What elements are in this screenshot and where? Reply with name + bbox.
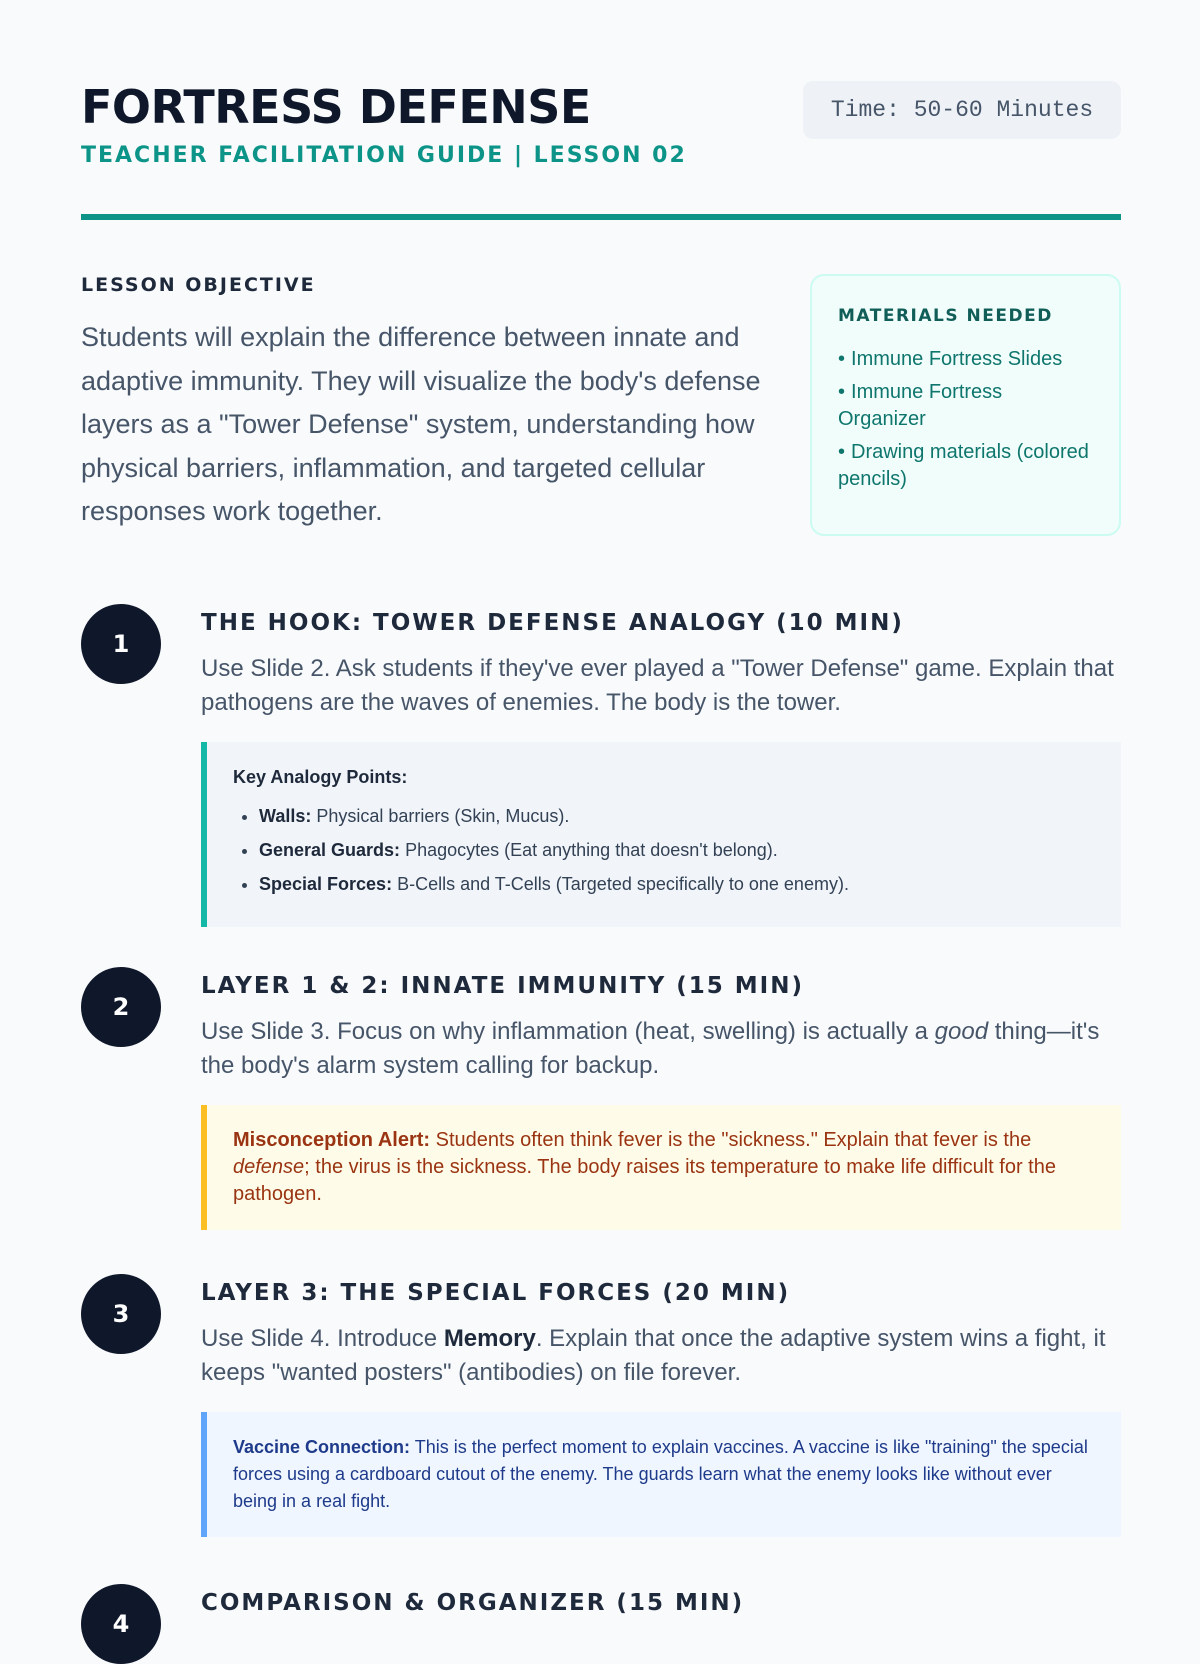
step-body: [201, 608, 1121, 927]
step-title: COMPARISON & ORGANIZER (15 MIN): [201, 1590, 745, 1616]
step-title: LAYER 1 & 2: INNATE IMMUNITY (15 MIN): [201, 973, 804, 999]
step-body: [201, 1278, 1121, 1537]
step-number-badge: 2: [81, 967, 161, 1047]
callout-lead: Misconception Alert:: [233, 1129, 431, 1151]
materials-list: [838, 346, 1093, 493]
analogy-item: • General Guards: Phagocytes (Eat anything that doesn't belong).: [259, 837, 1095, 864]
step-body: [201, 971, 1121, 1230]
time-badge: Time: 50-60 Minutes: [803, 81, 1121, 139]
step-number-badge: 4: [81, 1584, 161, 1664]
step-title: THE HOOK: TOWER DEFENSE ANALOGY (10 MIN): [201, 610, 904, 636]
page-title: FORTRESS DEFENSE: [81, 80, 591, 134]
materials-item: • Immune Fortress Organizer: [838, 381, 1003, 430]
analogy-list: [233, 803, 1095, 898]
analogy-callout: [201, 742, 1121, 927]
analogy-item: • Special Forces: B-Cells and T-Cells (Targeted specifically to one enemy).: [259, 871, 1095, 898]
materials-heading: MATERIALS NEEDED: [838, 306, 1053, 326]
materials-item: • Drawing materials (colored pencils): [838, 441, 1089, 490]
callout-lead: Vaccine Connection:: [233, 1437, 411, 1457]
step-text: Use Slide 2. Ask students if they've ever played a "Tower Defense" game. Explain that pathogens are the waves of enemies. The body is the tower.: [201, 655, 1114, 716]
page-header: [81, 0, 1121, 222]
step-text: Use Slide 3. Focus on why inflammation (heat, swelling) is actually a good thing—it's the body's alarm system calling for backup.: [201, 1018, 1100, 1079]
step-number-badge: 1: [81, 604, 161, 684]
materials-item: • Immune Fortress Slides: [838, 348, 1063, 370]
objective-text: Students will explain the difference between innate and adaptive immunity. They will visualize the body's defense layers as a "Tower Defense" system, understanding how physical barriers, inflammation, and targeted cellular responses work together.: [81, 322, 761, 526]
step-body: [201, 1588, 1121, 1618]
callout-title: Key Analogy Points:: [233, 767, 408, 787]
step-number-badge: 3: [81, 1274, 161, 1354]
step-title: LAYER 3: THE SPECIAL FORCES (20 MIN): [201, 1280, 791, 1306]
objective-heading: LESSON OBJECTIVE: [81, 274, 316, 296]
misconception-callout: Misconception Alert: Students often think fever is the "sickness." Explain that fever is the defense; the virus is the sickness. The body raises its temperature to make life difficult for the pathogen.: [201, 1105, 1121, 1230]
header-divider: [81, 214, 1121, 220]
analogy-item: • Walls: Physical barriers (Skin, Mucus).: [259, 803, 1095, 830]
lesson-guide-page: [81, 0, 1121, 1638]
vaccine-callout: Vaccine Connection: This is the perfect moment to explain vaccines. A vaccine is like "training" the special forces using a cardboard cutout of the enemy. The guards learn what the enemy looks like without ever being in a real fight.: [201, 1412, 1121, 1537]
page-subtitle: TEACHER FACILITATION GUIDE | LESSON 02: [81, 143, 687, 168]
step-text: Use Slide 4. Introduce Memory. Explain that once the adaptive system wins a fight, it keeps "wanted posters" (antibodies) on file forever.: [201, 1325, 1106, 1386]
lesson-objective: [81, 274, 781, 534]
materials-box: [810, 274, 1121, 536]
